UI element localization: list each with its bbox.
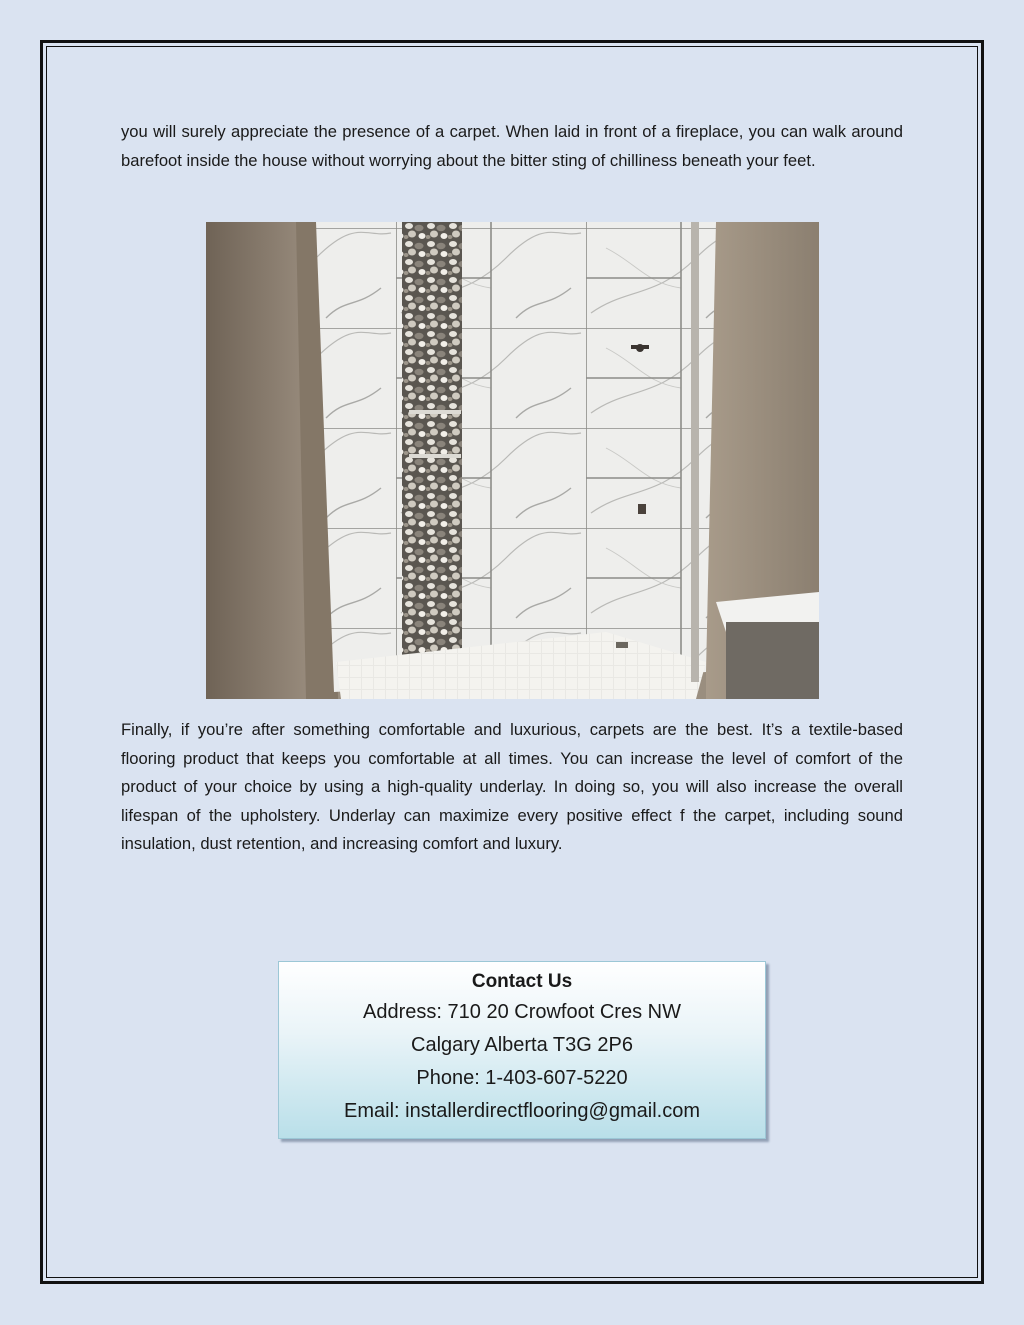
contact-phone: Phone: 1-403-607-5220 bbox=[416, 1067, 628, 1089]
contact-city: Calgary Alberta T3G 2P6 bbox=[411, 1034, 633, 1056]
contact-title: Contact Us bbox=[471, 971, 573, 992]
contact-email: Email: installerdirectflooring@gmail.com bbox=[344, 1100, 700, 1122]
shower-tile-photo bbox=[206, 222, 819, 699]
intro-paragraph: you will surely appreciate the presence of a carpet. When laid in front of a fireplace, you can walk around barefoot inside the house without worrying about the bitter sting of chilliness beneath your feet. bbox=[121, 122, 903, 170]
contact-box bbox=[278, 961, 766, 1139]
finally-paragraph: Finally, if you’re after something comfortable and luxurious, carpets are the best. It’s a textile-based flooring product that keeps you comfortable at all times. You can increase the level of comfort of the product of your choice by using a high-quality underlay. In doing so, you will also increase the overall lifespan of the upholstery. Underlay can maximize every positive effect f the carpet, including sound insulation, dust retention, and increasing comfort and luxury. bbox=[121, 720, 903, 853]
contact-address: Address: 710 20 Crowfoot Cres NW bbox=[363, 1001, 681, 1023]
